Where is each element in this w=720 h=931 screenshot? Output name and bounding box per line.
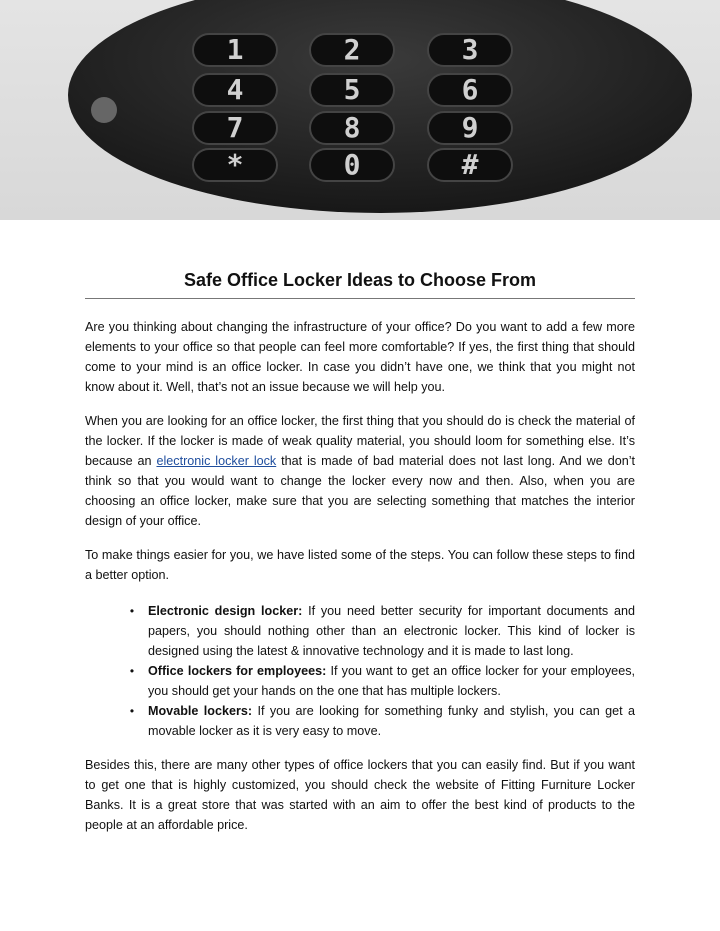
electronic-locker-lock-link[interactable]: electronic locker lock — [156, 454, 277, 468]
document-body — [85, 268, 635, 835]
keypad-key-label: 5 — [343, 73, 361, 106]
locker-types-list — [85, 601, 635, 741]
keypad-key-label: 8 — [343, 111, 361, 144]
closing-paragraph: Besides this, there are many other types of office lockers that you can easily find. But if you want to get one that is highly customized, you should check the website of Fitting Furniture Locker Banks. It is a great store that was started with an aim to offer the best kind of products to the people at an affordable price. — [85, 758, 635, 832]
keypad-key-label: 9 — [461, 111, 479, 144]
list-item-label: Office lockers for employees: — [148, 664, 327, 678]
keypad-key-label: # — [461, 148, 479, 181]
keypad-key-label: 2 — [343, 33, 361, 66]
list-item — [129, 661, 635, 701]
keypad-key-label: * — [226, 148, 244, 181]
list-item — [129, 601, 635, 661]
list-item-text: If you are looking for something funky and stylish, you can get a movable locker as it is very easy to move. — [148, 704, 635, 738]
steps-intro-paragraph: To make things easier for you, we have listed some of the steps. You can follow these steps to find a better option. — [85, 548, 635, 582]
keypad-image — [0, 0, 720, 220]
led-indicator — [91, 97, 117, 123]
keypad-illustration — [0, 0, 720, 220]
list-item-text: If you need better security for important documents and papers, you should nothing other than an electronic locker. This kind of locker is designed using the latest & innovative technology and it is made to last long. — [148, 604, 635, 658]
list-item — [129, 701, 635, 741]
bullet-icon: • — [129, 704, 135, 718]
keypad-key-label: 6 — [461, 73, 479, 106]
keypad-key-label: 4 — [226, 73, 244, 106]
material-paragraph — [85, 411, 635, 531]
list-item-text: If you want to get an office locker for your employees, you should get your hands on the one that has multiple lockers. — [148, 664, 635, 698]
bullet-icon: • — [129, 664, 135, 678]
keypad-key-label: 7 — [226, 111, 244, 144]
material-text-before: When you are looking for an office locker, the first thing that you should do is check the material of the locker. If the locker is made of weak quality material, you should loom for something else. It’s because an — [85, 414, 635, 468]
keypad-key-label: 0 — [343, 148, 361, 181]
list-item-label: Movable lockers: — [148, 704, 253, 718]
keypad-key-label: 1 — [226, 33, 244, 66]
list-item-label: Electronic design locker: — [148, 604, 303, 618]
material-text-after: that is made of bad material does not last long. And we don’t think so that you would want to change the locker every now and then. Also, when you are choosing an office locker, make sure that you are selecting something that matches the interior design of your office. — [85, 454, 636, 528]
bullet-icon: • — [129, 604, 135, 618]
intro-paragraph: Are you thinking about changing the infrastructure of your office? Do you want to add a few more elements to your office so that people can feel more comfortable? If yes, the first thing that should come to your mind is an office locker. In case you didn’t have one, we think that you might not know about it. Well, that’s not an issue because we will help you. — [85, 320, 635, 394]
page-title: Safe Office Locker Ideas to Choose From — [85, 268, 635, 299]
keypad-key-label: 3 — [461, 33, 479, 66]
